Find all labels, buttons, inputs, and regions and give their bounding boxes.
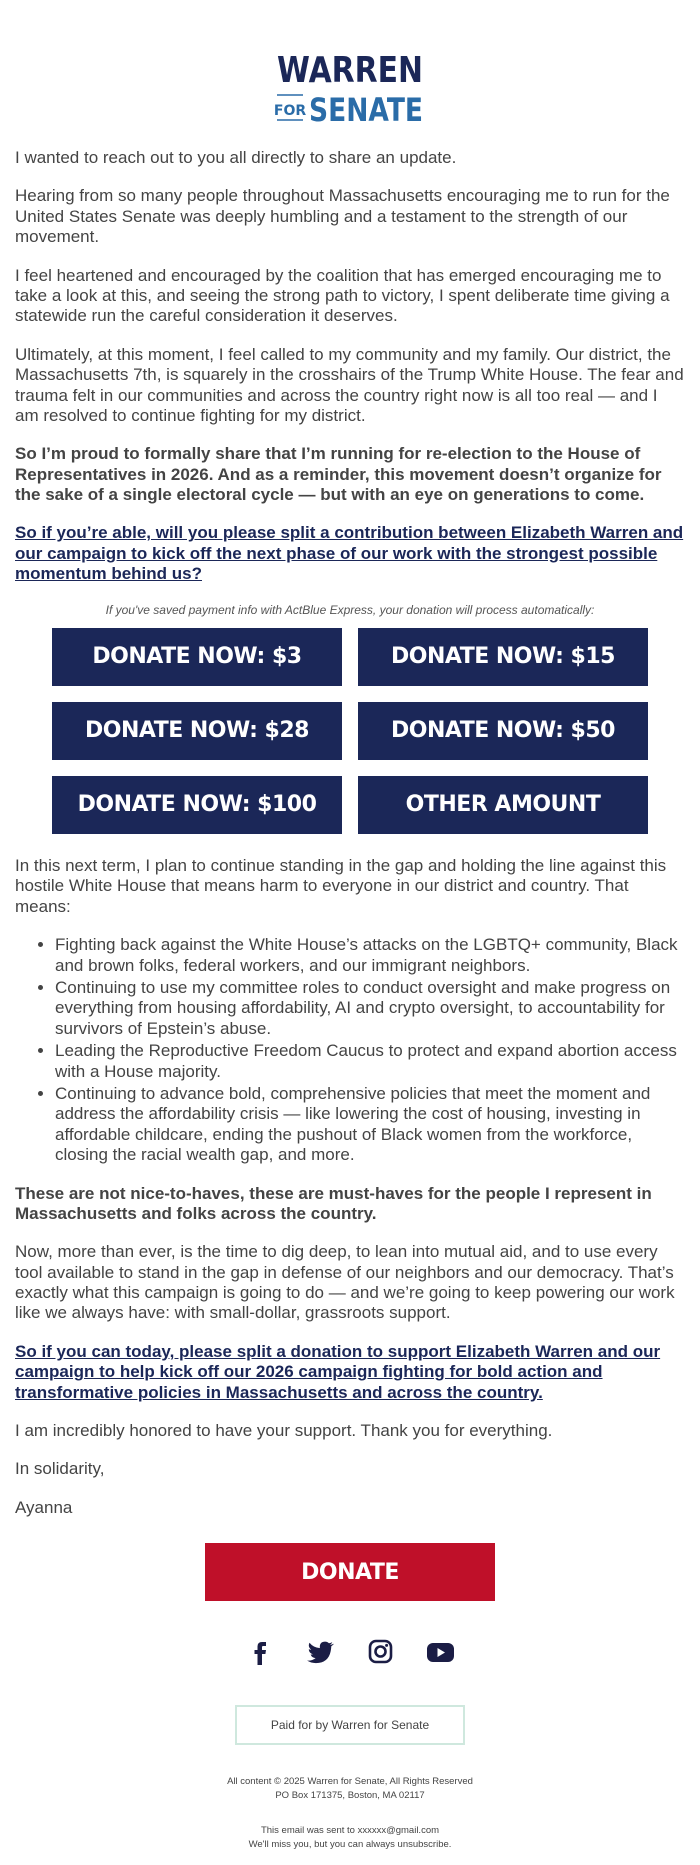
instagram-icon[interactable] (364, 1637, 396, 1667)
unsubscribe-link[interactable]: We'll miss you, but you can always unsubscribe. (248, 1838, 452, 1850)
logo-for: FOR (273, 103, 307, 119)
logo-senate: SENATE (309, 91, 423, 129)
donate-100-button[interactable]: DONATE NOW: $100 (52, 776, 342, 834)
email-body (15, 148, 685, 1536)
sent-to-text: This email was sent to xxxxxx@gmail.com (260, 1824, 440, 1836)
actblue-express-note: If you've saved payment info with ActBlue Express, your donation will process automatically: (105, 602, 595, 617)
paragraph-7: Now, more than ever, is the time to dig deep, to lean into mutual aid, and to use every tool available to stand in the gap in defense of our neighbors and our democracy. That’s exactly what this campaign is going to do — and we’re going to keep powering our work like we always have: with small-dollar, grassroots support. (15, 1242, 675, 1323)
list-item: • Continuing to advance bold, comprehensive policies that meet the moment and address the affordability crisis — like lowering the cost of housing, investing in affordable childcare, ending the pushout of Black women from the workforce, closing the racial wealth gap, and more. (55, 1084, 685, 1166)
list-item: • Fighting back against the White House’s attacks on the LGBTQ+ community, Black and brown folks, federal workers, and our immigrant neighbors. (55, 935, 685, 976)
logo-line1: WARREN (277, 50, 423, 91)
warren-for-senate-logo (0, 48, 700, 133)
email-footer (0, 1543, 700, 1852)
announcement-paragraph: So I’m proud to formally share that I’m running for re-election to the House of Representatives in 2026. And as a reminder, this movement doesn’t organize for the sake of a single electoral cycle — but with an eye on generations to come. (15, 444, 662, 505)
closing: In solidarity, (15, 1459, 105, 1479)
twitter-icon[interactable] (304, 1637, 336, 1667)
social-links (0, 1637, 700, 1667)
cta-link-2[interactable]: So if you can today, please split a donation to support Elizabeth Warren and our campaign to help kick off our 2026 campaign fighting for bold action and transformative policies in Massachusetts and across the country. (15, 1341, 661, 1402)
donate-button[interactable]: DONATE (205, 1543, 495, 1601)
copyright-block (0, 1775, 700, 1804)
thank-you-paragraph: I am incredibly honored to have your support. Thank you for everything. (15, 1421, 553, 1441)
other-amount-button[interactable]: OTHER AMOUNT (358, 776, 648, 834)
paid-for-disclaimer: Paid for by Warren for Senate (235, 1705, 465, 1745)
paragraph-3: Ultimately, at this moment, I feel called to my community and my family. Our district, the Massachusetts 7th, is squarely in the crosshairs of the Trump White House. The fear and trauma felt in our communities and across the country right now is all too real — and I am resolved to continue fighting for my district. (15, 344, 684, 425)
donate-28-button[interactable]: DONATE NOW: $28 (52, 702, 342, 760)
paragraph-1: Hearing from so many people throughout Massachusetts encouraging me to run for the United States Senate was deeply humbling and a testament to the strength of our movement. (15, 186, 670, 247)
must-haves-paragraph: These are not nice-to-haves, these are must-haves for the people I represent in Massachusetts and folks across the country. (15, 1183, 652, 1223)
paragraph-5: In this next term, I plan to continue standing in the gap and holding the line against this hostile White House that means harm to everyone in our district and country. That means: (15, 856, 667, 916)
copyright-text: All content © 2025 Warren for Senate, All Rights Reserved (227, 1776, 473, 1787)
list-item: • Continuing to use my committee roles to conduct oversight and make progress on everything from housing affordability, AI and crypto oversight, to accountability for survivors of Epstein’s abuse. (55, 978, 685, 1039)
email-sent-block (0, 1824, 700, 1853)
donate-50-button[interactable]: DONATE NOW: $50 (358, 702, 648, 760)
list-item: • Leading the Reproductive Freedom Caucus to protect and expand abortion access with a House majority. (55, 1041, 685, 1082)
donate-15-button[interactable]: DONATE NOW: $15 (358, 628, 648, 686)
mailing-address: PO Box 171375, Boston, MA 02117 (275, 1790, 425, 1802)
logo-graphic (275, 48, 425, 128)
priorities-list (15, 935, 685, 1165)
cta-link-1[interactable]: So if you’re able, will you please split a contribution between Elizabeth Warren and our campaign to kick off the next phase of our work with the strongest possible momentum behind us? (15, 523, 684, 584)
youtube-icon[interactable] (424, 1637, 456, 1667)
facebook-icon[interactable] (244, 1637, 276, 1667)
intro-paragraph: I wanted to reach out to you all directly to share an update. (15, 148, 457, 167)
paragraph-2: I feel heartened and encouraged by the coalition that has emerged encouraging me to take a look at this, and seeing the strong path to victory, I spent deliberate time giving a statewide run the careful consideration it deserves. (15, 265, 670, 326)
donate-buttons-grid (52, 628, 648, 834)
signature: Ayanna (15, 1497, 73, 1517)
donate-3-button[interactable]: DONATE NOW: $3 (52, 628, 342, 686)
